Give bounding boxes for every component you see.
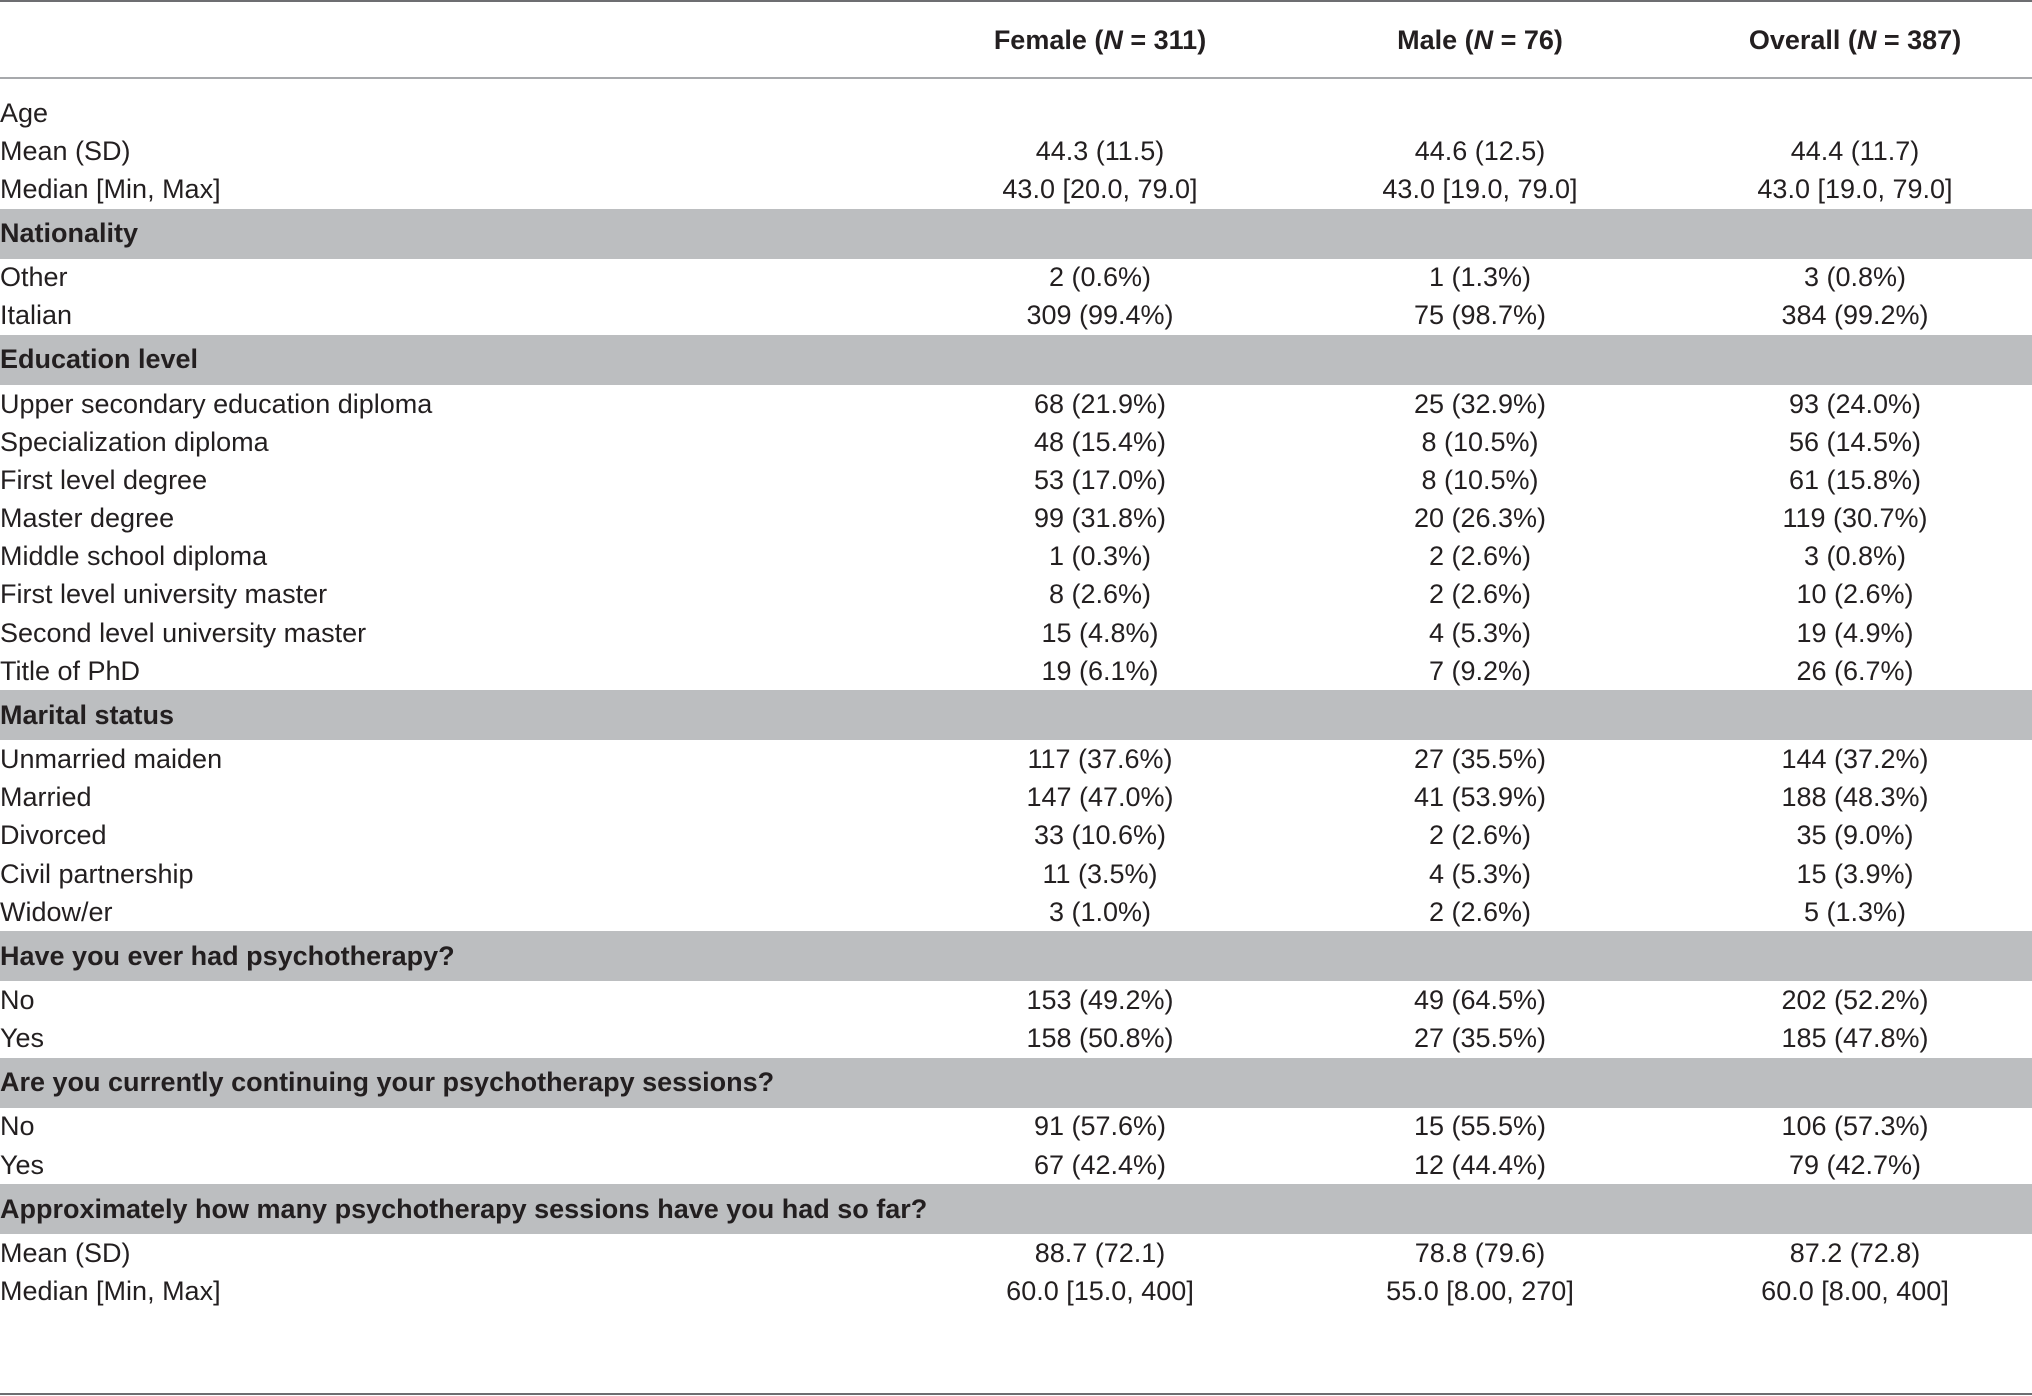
- overall-value: 56 (14.5%): [1788, 426, 1922, 457]
- row-label: First level degree: [0, 464, 208, 495]
- female-value: 33 (10.6%): [1033, 820, 1167, 851]
- female-value: 309 (99.4%): [1026, 300, 1174, 331]
- overall-value: 3 (0.8%): [1803, 541, 1907, 572]
- row-label: Divorced: [0, 820, 107, 851]
- table-row: [0, 461, 2032, 499]
- overall-value: [1705, 94, 2005, 132]
- female-value: [950, 209, 1250, 259]
- table-row: [0, 740, 2032, 778]
- overall-value: 188 (48.3%): [1781, 782, 1929, 813]
- table-row: [0, 1234, 2032, 1272]
- table-row: [0, 779, 2032, 817]
- section-header-row: [0, 690, 2032, 740]
- female-value: [950, 690, 1250, 740]
- section-header-row: [0, 209, 2032, 259]
- table-row: [0, 259, 2032, 297]
- section-label: Marital status: [0, 699, 175, 730]
- female-value: 53 (17.0%): [1033, 464, 1167, 495]
- overall-value: 185 (47.8%): [1781, 1023, 1929, 1054]
- section-label: Nationality: [0, 218, 139, 249]
- bottom-rule: [0, 1393, 2032, 1395]
- row-label: Specialization diploma: [0, 426, 269, 457]
- table-row: [0, 500, 2032, 538]
- header-female-pre: Female (: [993, 25, 1104, 55]
- row-label: First level university master: [0, 579, 328, 610]
- overall-value: 15 (3.9%): [1796, 858, 1914, 889]
- male-value: 43.0 [19.0, 79.0]: [1382, 173, 1578, 204]
- section-header-row: [0, 1058, 2032, 1108]
- female-value: 88.7 (72.1): [1034, 1237, 1166, 1268]
- row-label: Master degree: [0, 503, 175, 534]
- female-value: 68 (21.9%): [1033, 388, 1167, 419]
- table-header: [0, 2, 2032, 76]
- overall-value: 61 (15.8%): [1788, 464, 1922, 495]
- header-female: [950, 2, 1250, 76]
- header-female-post: = 311): [1122, 25, 1207, 55]
- row-label: No: [0, 984, 35, 1015]
- section-label: Have you ever had psychotherapy?: [0, 940, 455, 971]
- female-value: [950, 1058, 1250, 1108]
- overall-value: 3 (0.8%): [1803, 262, 1907, 293]
- row-label: Yes: [0, 1023, 45, 1054]
- header-male-post: = 76): [1493, 25, 1563, 55]
- female-value: 153 (49.2%): [1026, 984, 1174, 1015]
- table-row: [0, 423, 2032, 461]
- header-overall-n: N: [1856, 25, 1877, 55]
- header-male-n: N: [1473, 25, 1494, 55]
- female-value: 158 (50.8%): [1026, 1023, 1174, 1054]
- female-value: 15 (4.8%): [1041, 617, 1159, 648]
- overall-value: 44.4 (11.7): [1790, 135, 1920, 166]
- female-value: 99 (31.8%): [1033, 503, 1167, 534]
- female-value: 67 (42.4%): [1033, 1149, 1167, 1180]
- overall-value: [1705, 690, 2005, 740]
- table-row: [0, 981, 2032, 1019]
- overall-value: [1705, 931, 2005, 981]
- row-label: Mean (SD): [0, 1237, 131, 1268]
- row-label: Second level university master: [0, 617, 367, 648]
- female-value: [950, 94, 1250, 132]
- header-overall-post: = 387): [1876, 25, 1962, 55]
- female-value: 60.0 [15.0, 400]: [1006, 1275, 1194, 1306]
- table-row: [0, 297, 2032, 335]
- table-row: [0, 1108, 2032, 1146]
- header-female-n: N: [1103, 25, 1123, 55]
- overall-value: 202 (52.2%): [1781, 984, 1929, 1015]
- male-value: 8 (10.5%): [1421, 464, 1539, 495]
- header-overall: [1705, 2, 2005, 76]
- row-label: Upper secondary education diploma: [0, 388, 433, 419]
- row-label: Median [Min, Max]: [0, 1275, 221, 1306]
- table-row: [0, 1146, 2032, 1184]
- male-value: [1330, 1058, 1630, 1108]
- section-header-row: [0, 335, 2032, 385]
- table-row: [0, 652, 2032, 690]
- overall-value: 93 (24.0%): [1788, 388, 1922, 419]
- male-value: 8 (10.5%): [1421, 426, 1539, 457]
- row-label: Other: [0, 262, 68, 293]
- male-value: 12 (44.4%): [1413, 1149, 1547, 1180]
- row-label: Title of PhD: [0, 655, 141, 686]
- male-value: [1330, 1184, 1630, 1234]
- overall-value: 119 (30.7%): [1782, 503, 1928, 534]
- row-label: Median [Min, Max]: [0, 173, 221, 204]
- overall-value: 106 (57.3%): [1781, 1111, 1929, 1142]
- female-value: 117 (37.6%): [1027, 744, 1173, 775]
- male-value: 4 (5.3%): [1428, 617, 1532, 648]
- header-male: [1330, 2, 1630, 76]
- female-value: 147 (47.0%): [1026, 782, 1174, 813]
- male-value: 7 (9.2%): [1428, 655, 1532, 686]
- female-value: 1 (0.3%): [1048, 541, 1152, 572]
- table-row: [0, 576, 2032, 614]
- overall-value: 5 (1.3%): [1803, 896, 1907, 927]
- overall-value: [1705, 1058, 2005, 1108]
- table-row: [0, 1020, 2032, 1058]
- overall-value: 43.0 [19.0, 79.0]: [1757, 173, 1953, 204]
- overall-value: 10 (2.6%): [1796, 579, 1914, 610]
- overall-value: 19 (4.9%): [1796, 617, 1914, 648]
- male-value: 2 (2.6%): [1428, 896, 1532, 927]
- female-value: [950, 931, 1250, 981]
- table-row: [0, 893, 2032, 931]
- row-label: Age: [0, 97, 49, 128]
- overall-value: [1705, 335, 2005, 385]
- row-label: Middle school diploma: [0, 541, 268, 572]
- header-overall-pre: Overall (: [1748, 25, 1857, 55]
- overall-value: 384 (99.2%): [1781, 300, 1929, 331]
- section-header-row: [0, 931, 2032, 981]
- section-header-row: [0, 1184, 2032, 1234]
- row-label: Yes: [0, 1149, 45, 1180]
- table-row: [0, 94, 2032, 132]
- male-value: 27 (35.5%): [1413, 744, 1547, 775]
- overall-value: 35 (9.0%): [1796, 820, 1914, 851]
- row-label: Italian: [0, 300, 73, 331]
- female-value: 91 (57.6%): [1033, 1111, 1167, 1142]
- table-row: [0, 132, 2032, 170]
- overall-value: [1705, 1184, 2005, 1234]
- overall-value: 87.2 (72.8): [1789, 1237, 1921, 1268]
- table-row: [0, 385, 2032, 423]
- row-label: Unmarried maiden: [0, 744, 223, 775]
- table-row: [0, 1272, 2032, 1310]
- female-value: [950, 335, 1250, 385]
- overall-value: [1705, 209, 2005, 259]
- section-label: Education level: [0, 344, 199, 375]
- male-value: [1330, 209, 1630, 259]
- overall-value: 79 (42.7%): [1788, 1149, 1922, 1180]
- section-label: Approximately how many psychotherapy sessions have you had so far?: [0, 1193, 928, 1224]
- male-value: 41 (53.9%): [1413, 782, 1547, 813]
- male-value: [1330, 94, 1630, 132]
- male-value: [1330, 690, 1630, 740]
- male-value: 4 (5.3%): [1428, 858, 1532, 889]
- female-value: 44.3 (11.5): [1035, 135, 1165, 166]
- female-value: 3 (1.0%): [1048, 896, 1152, 927]
- male-value: 27 (35.5%): [1413, 1023, 1547, 1054]
- table-row: [0, 170, 2032, 208]
- female-value: [950, 1184, 1250, 1234]
- overall-value: 60.0 [8.00, 400]: [1761, 1275, 1949, 1306]
- male-value: 44.6 (12.5): [1414, 135, 1546, 166]
- female-value: 43.0 [20.0, 79.0]: [1002, 173, 1198, 204]
- male-value: 1 (1.3%): [1428, 262, 1532, 293]
- female-value: 19 (6.1%): [1041, 655, 1159, 686]
- male-value: [1330, 335, 1630, 385]
- male-value: 78.8 (79.6): [1414, 1237, 1546, 1268]
- table-body: [0, 94, 2032, 1311]
- row-label: Mean (SD): [0, 135, 131, 166]
- row-label: No: [0, 1111, 35, 1142]
- table-row: [0, 855, 2032, 893]
- male-value: [1330, 931, 1630, 981]
- male-value: 25 (32.9%): [1413, 388, 1547, 419]
- female-value: 11 (3.5%): [1042, 858, 1158, 889]
- male-value: 20 (26.3%): [1413, 503, 1547, 534]
- header-rule: [0, 77, 2032, 79]
- overall-value: 26 (6.7%): [1796, 655, 1914, 686]
- section-label: Are you currently continuing your psychotherapy sessions?: [0, 1067, 775, 1098]
- male-value: 2 (2.6%): [1428, 541, 1532, 572]
- male-value: 55.0 [8.00, 270]: [1386, 1275, 1574, 1306]
- overall-value: 144 (37.2%): [1781, 744, 1929, 775]
- male-value: 75 (98.7%): [1413, 300, 1547, 331]
- row-label: Civil partnership: [0, 858, 194, 889]
- female-value: 2 (0.6%): [1048, 262, 1152, 293]
- male-value: 2 (2.6%): [1428, 820, 1532, 851]
- table-row: [0, 538, 2032, 576]
- row-label: Married: [0, 782, 92, 813]
- female-value: 48 (15.4%): [1033, 426, 1167, 457]
- table-row: [0, 614, 2032, 652]
- female-value: 8 (2.6%): [1048, 579, 1152, 610]
- male-value: 15 (55.5%): [1413, 1111, 1547, 1142]
- header-male-pre: Male (: [1397, 25, 1474, 55]
- male-value: 49 (64.5%): [1413, 984, 1547, 1015]
- male-value: 2 (2.6%): [1428, 579, 1532, 610]
- row-label: Widow/er: [0, 896, 113, 927]
- table-row: [0, 817, 2032, 855]
